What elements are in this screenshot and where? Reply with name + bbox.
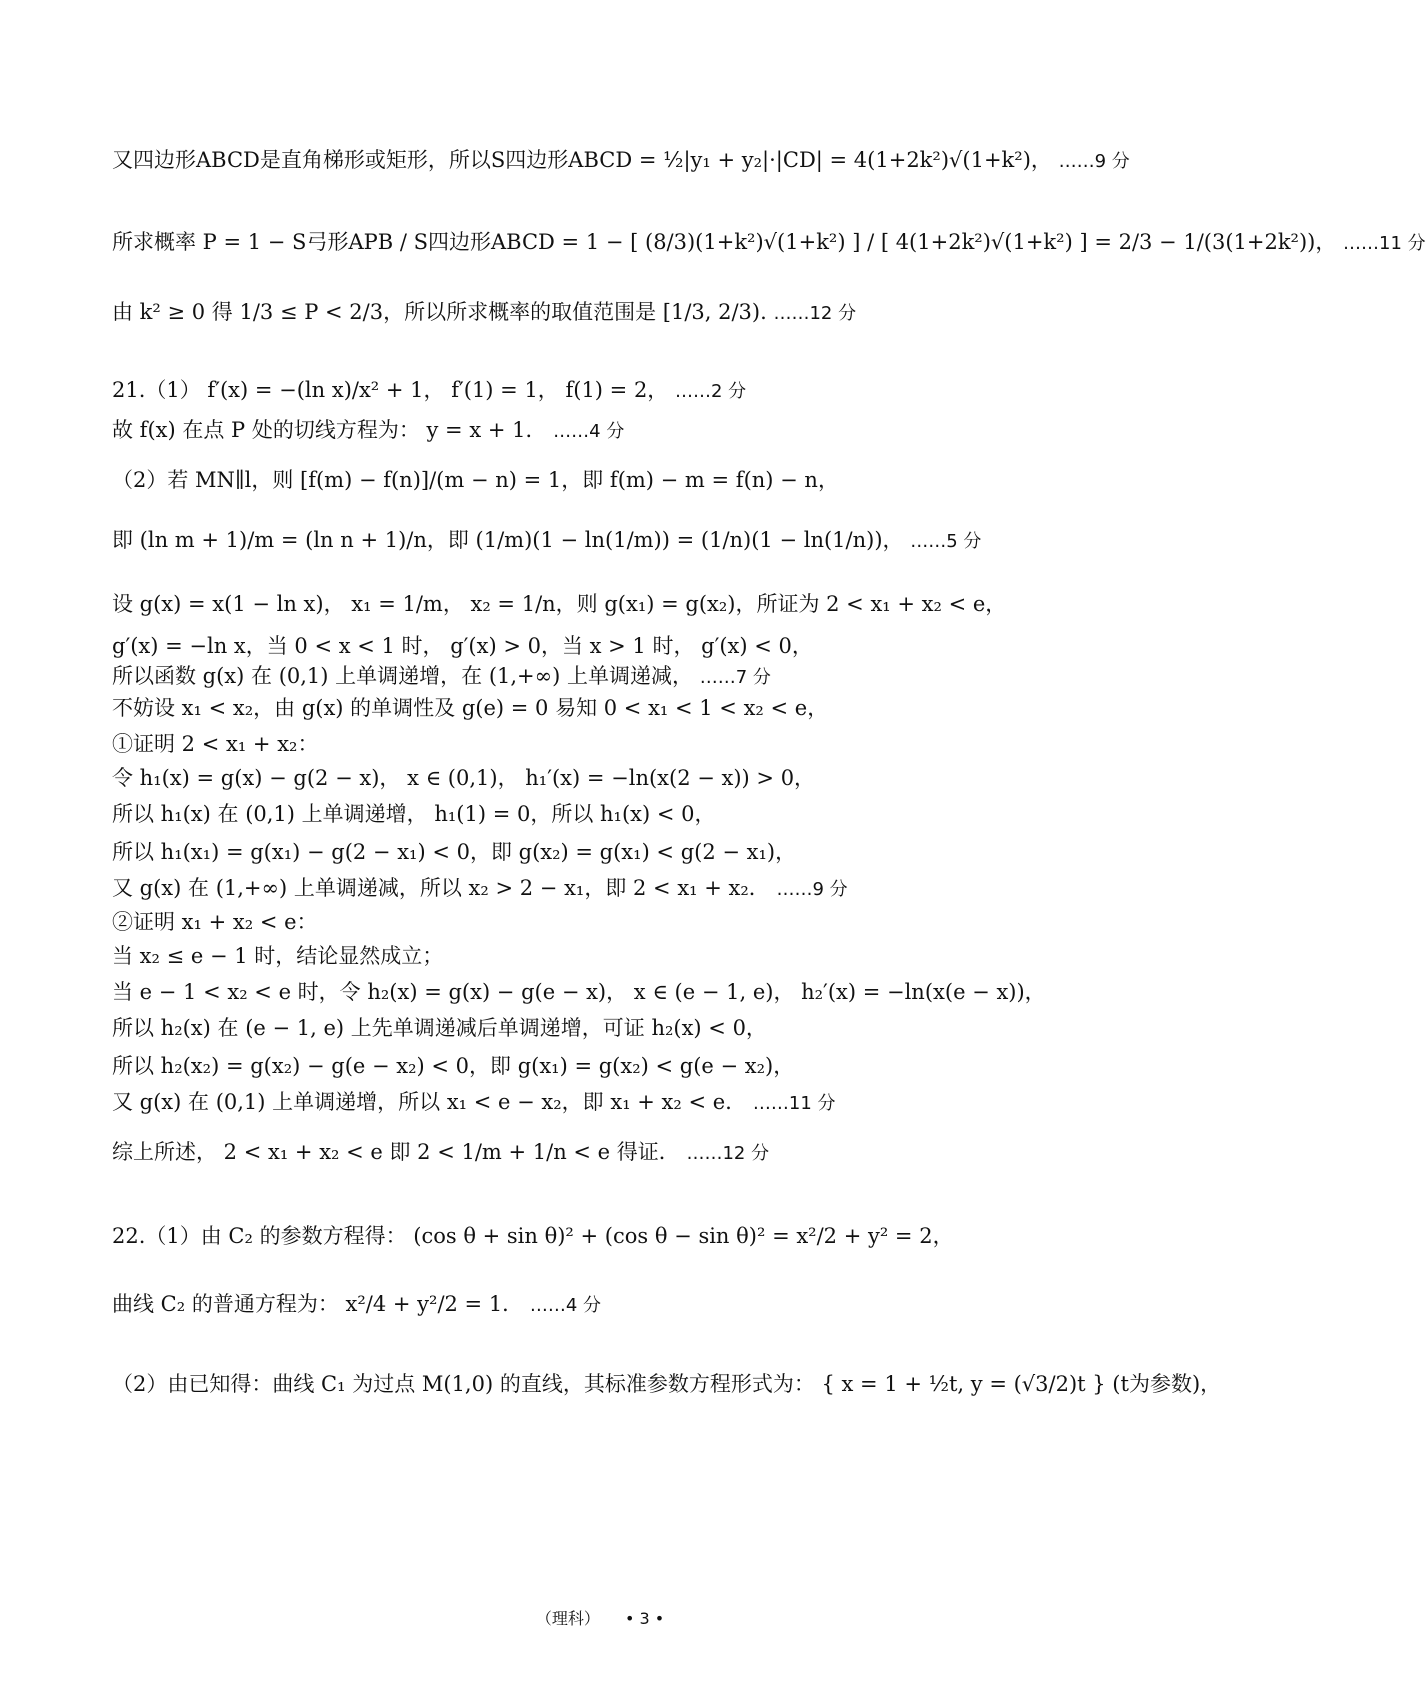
score-mark: ……4 分 xyxy=(529,1295,602,1316)
math-text: ②证明 x₁ + x₂ < e： xyxy=(112,910,318,934)
text-line xyxy=(112,526,981,556)
text-line xyxy=(112,1370,1221,1398)
math-text: 即 (ln m + 1)/m = (ln n + 1)/n，即 (1/m)(1 − ln(1/m)) = (1/n)(1 − ln(1/n))， xyxy=(112,528,904,552)
score-mark: ……12 分 xyxy=(686,1143,770,1164)
text-line xyxy=(112,416,624,446)
math-text: 又 g(x) 在 (0,1) 上单调递增，所以 x₁ < e − x₂，即 x₁ + x₂ < e． xyxy=(112,1090,747,1114)
text-line xyxy=(112,590,1006,618)
math-text: （2）若 MN∥l，则 [f(m) − f(n)]/(m − n) = 1，即 f(m) − m = f(n) − n， xyxy=(112,468,839,492)
text-line xyxy=(112,730,318,758)
math-text: 所以函数 g(x) 在 (0,1) 上单调递增，在 (1,+∞) 上单调递减， xyxy=(112,664,694,688)
score-mark: ……11 分 xyxy=(1343,233,1426,254)
math-text: 令 h₁(x) = g(x) − g(2 − x)， x ∈ (0,1)， h₁′(x) = −ln(x(2 − x)) > 0， xyxy=(112,766,816,790)
text-line xyxy=(112,376,746,406)
math-text: 22.（1）由 C₂ 的参数方程得： (cos θ + sin θ)² + (cos θ − sin θ)² = x²/2 + y² = 2， xyxy=(112,1224,954,1248)
math-text: 所以 h₂(x) 在 (e − 1, e) 上先单调递减后单调递增，可证 h₂(x) < 0， xyxy=(112,1016,767,1040)
text-line xyxy=(112,632,813,660)
math-text: ①证明 2 < x₁ + x₂： xyxy=(112,732,319,756)
text-line xyxy=(112,298,856,328)
page-number: • 3 • xyxy=(624,1609,665,1628)
text-line xyxy=(112,694,828,722)
math-text: 所以 h₁(x₁) = g(x₁) − g(2 − x₁) < 0，即 g(x₂) = g(x₁) < g(2 − x₁)， xyxy=(112,840,797,864)
text-line xyxy=(112,764,815,792)
score-mark: ……11 分 xyxy=(752,1093,836,1114)
text-line xyxy=(112,466,839,494)
math-text: g′(x) = −ln x，当 0 < x < 1 时， g′(x) > 0，当 x > 1 时， g′(x) < 0， xyxy=(112,634,813,658)
math-text: 设 g(x) = x(1 − ln x)， x₁ = 1/m， x₂ = 1/n，则 g(x₁) = g(x₂)，所证为 2 < x₁ + x₂ < e， xyxy=(112,592,1007,616)
text-line xyxy=(112,838,796,866)
math-text: 又四边形ABCD是直角梯形或矩形，所以S四边形ABCD = ½|y₁ + y₂|·|CD| = 4(1+2k²)√(1+k²)， xyxy=(112,148,1052,172)
text-line xyxy=(112,1222,954,1250)
math-text: 又 g(x) 在 (1,+∞) 上单调递减，所以 x₂ > 2 − x₁，即 2 < x₁ + x₂． xyxy=(112,876,770,900)
score-mark: ……9 分 xyxy=(776,879,848,900)
text-line xyxy=(112,1052,794,1080)
math-text: 当 e − 1 < x₂ < e 时，令 h₂(x) = g(x) − g(e − x)， x ∈ (e − 1, e)， h₂′(x) = −ln(x(e − x))， xyxy=(112,980,1046,1004)
math-text: （2）由已知得：曲线 C₁ 为过点 M(1,0) 的直线，其标准参数方程形式为： { x = 1 + ½t, y = (√3/2)t } (t为参数)， xyxy=(112,1372,1222,1396)
text-line xyxy=(112,662,771,692)
text-line xyxy=(112,1138,769,1168)
math-text: 当 x₂ ≤ e − 1 时，结论显然成立； xyxy=(112,944,444,968)
math-text: 综上所述， 2 < x₁ + x₂ < e 即 2 < 1/m + 1/n < e 得证． xyxy=(112,1140,680,1164)
score-mark: ……5 分 xyxy=(910,531,982,552)
math-text: 曲线 C₂ 的普通方程为： x²/4 + y²/2 = 1． xyxy=(112,1292,524,1316)
score-mark: ……12 分 xyxy=(773,303,857,324)
math-text: 所以 h₁(x) 在 (0,1) 上单调递增， h₁(1) = 0，所以 h₁(x) < 0， xyxy=(112,802,716,826)
score-mark: ……7 分 xyxy=(699,667,771,688)
subject-label: （理科） xyxy=(535,1609,600,1628)
text-line xyxy=(112,800,715,828)
text-line xyxy=(112,908,318,936)
score-mark: ……4 分 xyxy=(553,421,625,442)
math-text: 21.（1） f′(x) = −(ln x)/x² + 1， f′(1) = 1， f(1) = 2， xyxy=(112,378,669,402)
text-line xyxy=(112,228,1426,258)
math-text: 所以 h₂(x₂) = g(x₂) − g(e − x₂) < 0，即 g(x₁) = g(x₂) < g(e − x₂)， xyxy=(112,1054,795,1078)
text-line xyxy=(112,978,1046,1006)
text-line xyxy=(112,1014,767,1042)
math-text: 所求概率 P = 1 − S弓形APB / S四边形ABCD = 1 − [ (8/3)(1+k²)√(1+k²) ] / [ 4(1+2k²)√(1+k²) ] = 2/3 − 1/(3(1+2k²))， xyxy=(112,230,1337,254)
text-line xyxy=(112,1088,836,1118)
score-mark: ……9 分 xyxy=(1058,151,1130,172)
text-line xyxy=(112,942,443,970)
math-text: 不妨设 x₁ < x₂，由 g(x) 的单调性及 g(e) = 0 易知 0 < x₁ < 1 < x₂ < e， xyxy=(112,696,829,720)
score-mark: ……2 分 xyxy=(675,381,747,402)
math-text: 故 f(x) 在点 P 处的切线方程为： y = x + 1． xyxy=(112,418,547,442)
math-text: 由 k² ≥ 0 得 1/3 ≤ P < 2/3，所以所求概率的取值范围是 [1/3, 2/3). xyxy=(112,300,767,324)
text-line xyxy=(112,146,1130,176)
page-footer xyxy=(0,1606,1200,1629)
text-line xyxy=(112,874,848,904)
text-line xyxy=(112,1290,601,1320)
